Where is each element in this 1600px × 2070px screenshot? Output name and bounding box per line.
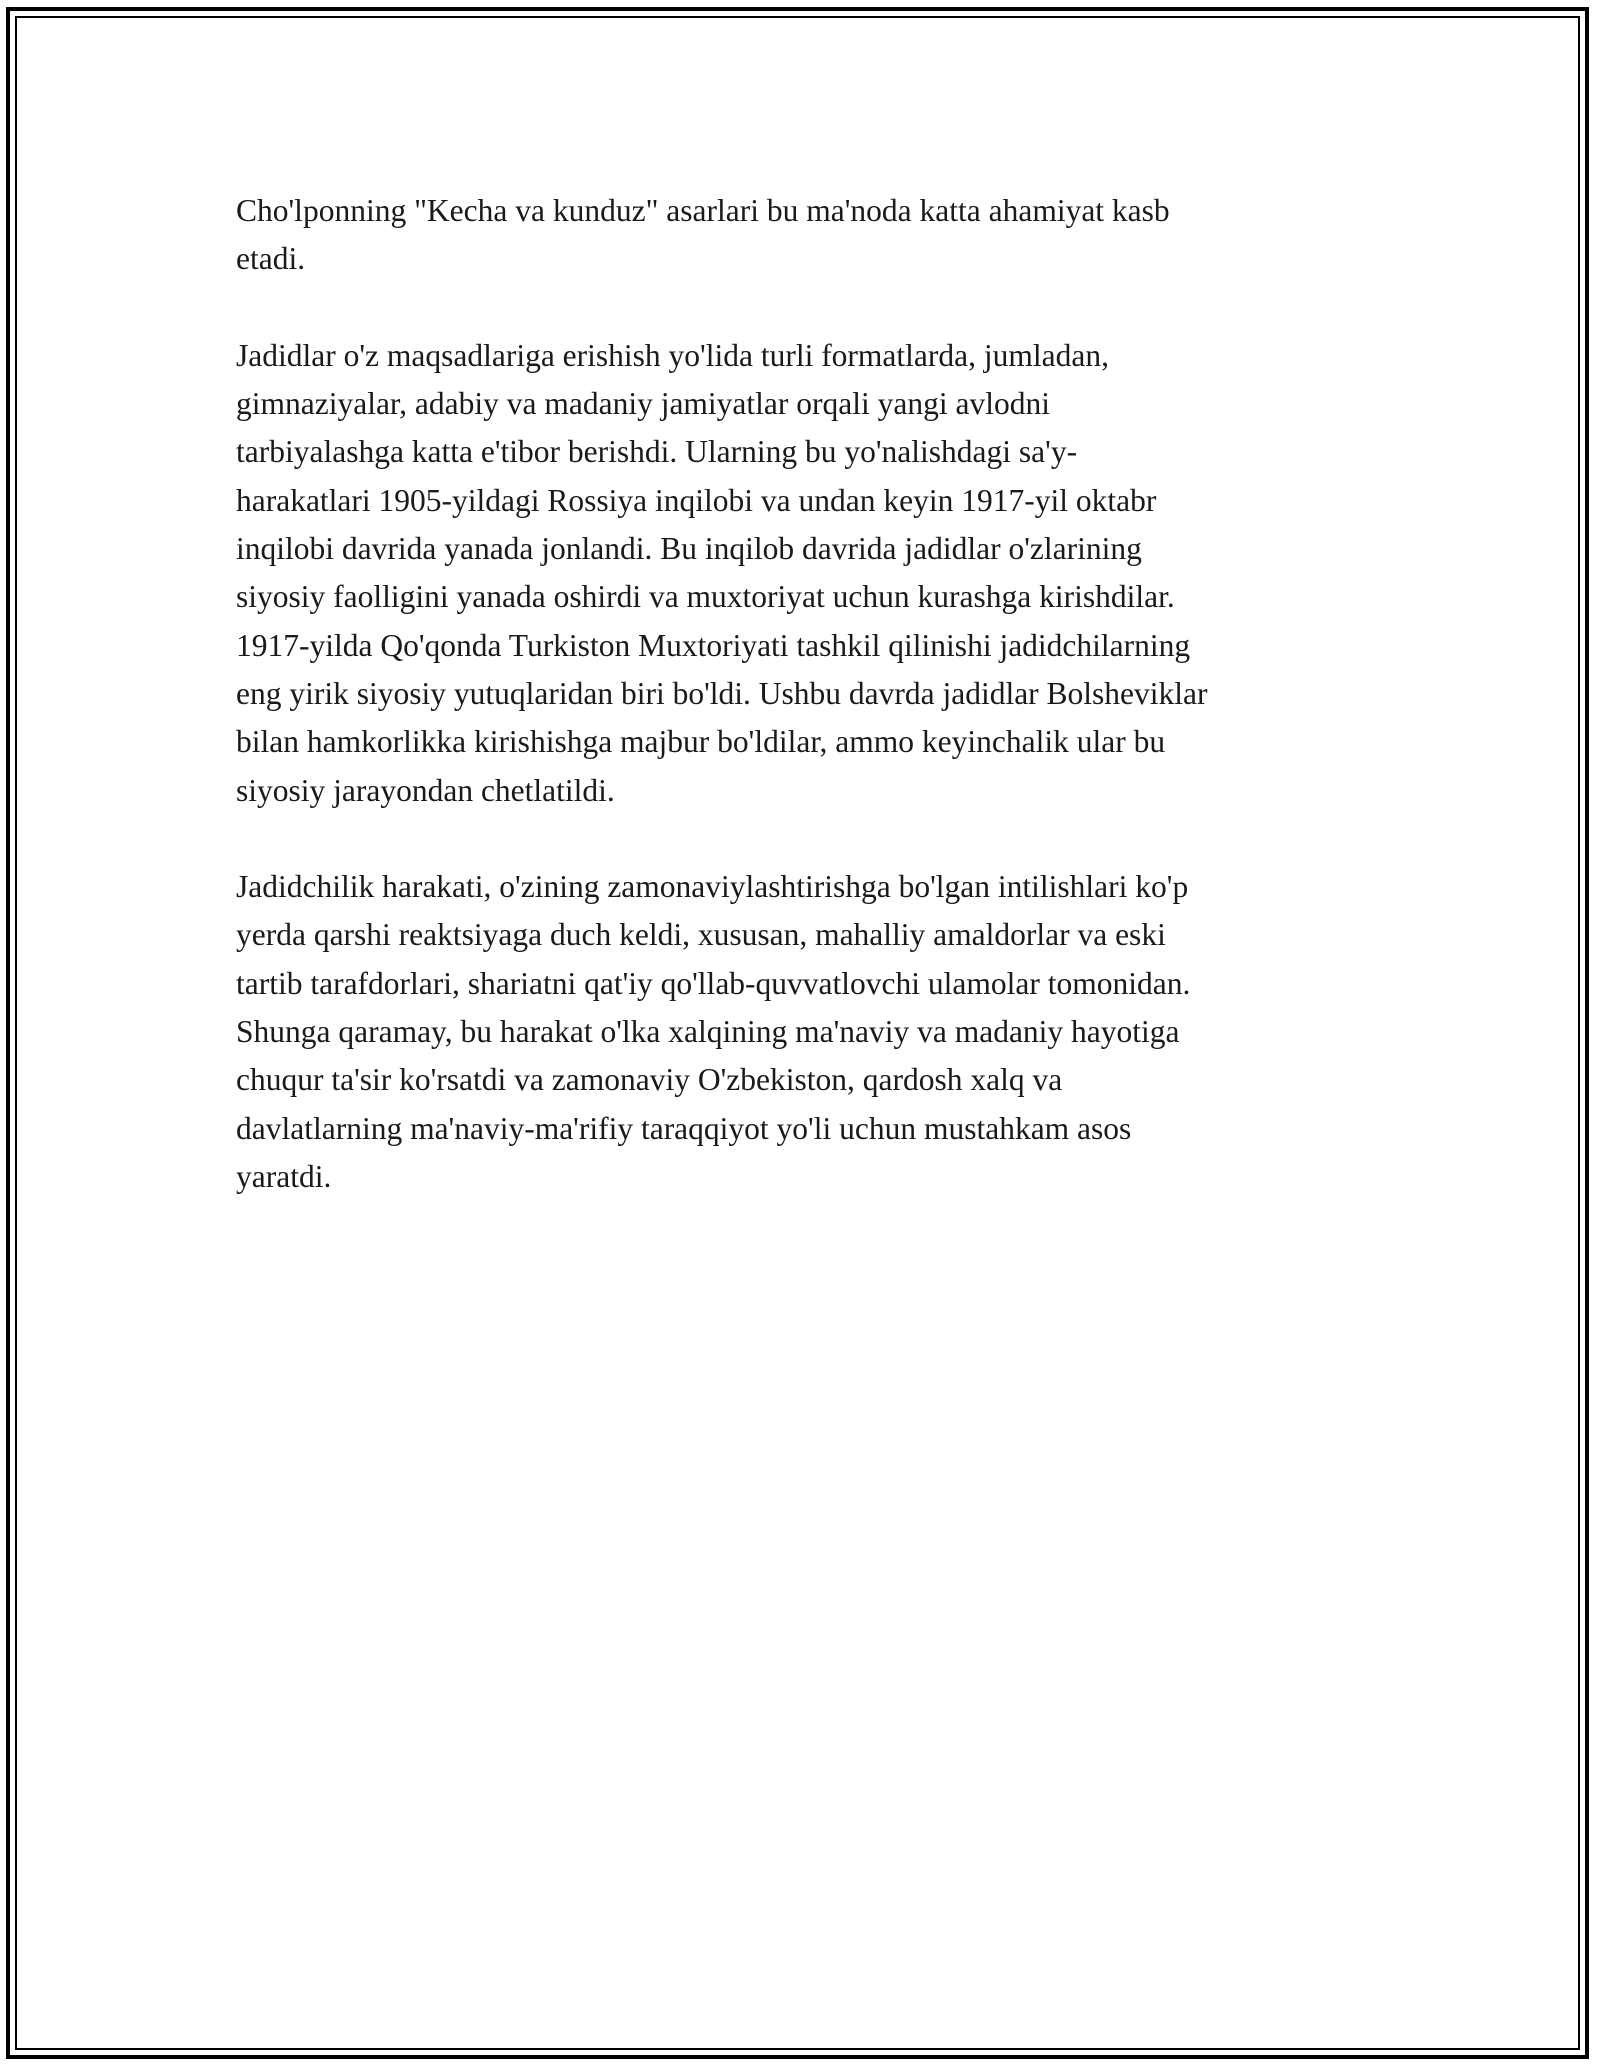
- text-line: siyosiy faolligini yanada oshirdi va muxtoriyat uchun kurashga kirishdilar.: [236, 579, 1175, 615]
- text-line: chuqur ta'sir ko'rsatdi va zamonaviy O'zbekiston, qardosh xalq va: [236, 1062, 1063, 1098]
- text-line: 1917-yilda Qo'qonda Turkiston Muxtoriyati tashkil qilinishi jadidchilarning: [236, 627, 1191, 663]
- text-line: tartib tarafdorlari, shariatni qat'iy qo'llab-quvvatlovchi ulamolar tomonidan.: [236, 965, 1191, 1001]
- paragraph-3: [236, 863, 1386, 1201]
- text-line: siyosiy jarayondan chetlatildi.: [236, 772, 615, 808]
- text-line: Jadidchilik harakati, o'zining zamonaviylashtirishga bo'lgan intilishlari ko'p: [236, 869, 1189, 905]
- paragraph-2: [236, 332, 1386, 815]
- text-line: davlatlarning ma'naviy-ma'rifiy taraqqiyot yo'li uchun mustahkam asos: [236, 1110, 1132, 1146]
- text-line: eng yirik siyosiy yutuqlaridan biri bo'ldi. Ushbu davrda jadidlar Bolsheviklar: [236, 675, 1208, 711]
- text-line: yaratdi.: [236, 1158, 332, 1194]
- paragraph-1: [236, 187, 1386, 284]
- text-line: bilan hamkorlikka kirishishga majbur bo'ldilar, ammo keyinchalik ular bu: [236, 724, 1166, 760]
- text-line: yerda qarshi reaktsiyaga duch keldi, xususan, mahalliy amaldorlar va eski: [236, 917, 1166, 953]
- text-line: inqilobi davrida yanada jonlandi. Bu inqilob davrida jadidlar o'zlarining: [236, 531, 1142, 567]
- text-line: etadi.: [236, 241, 306, 277]
- document-body: [236, 187, 1386, 1250]
- text-line: tarbiyalashga katta e'tibor berishdi. Ularning bu yo'nalishdagi sa'y-: [236, 434, 1078, 470]
- text-line: Jadidlar o'z maqsadlariga erishish yo'lida turli formatlarda, jumladan,: [236, 337, 1109, 373]
- text-line: gimnaziyalar, adabiy va madaniy jamiyatlar orqali yangi avlodni: [236, 386, 1050, 422]
- text-line: Shunga qaramay, bu harakat o'lka xalqining ma'naviy va madaniy hayotiga: [236, 1014, 1180, 1050]
- text-line: harakatlari 1905-yildagi Rossiya inqilobi va undan keyin 1917-yil oktabr: [236, 482, 1157, 518]
- text-line: Cho'lponning "Kecha va kunduz" asarlari bu ma'noda katta ahamiyat kasb: [236, 193, 1170, 228]
